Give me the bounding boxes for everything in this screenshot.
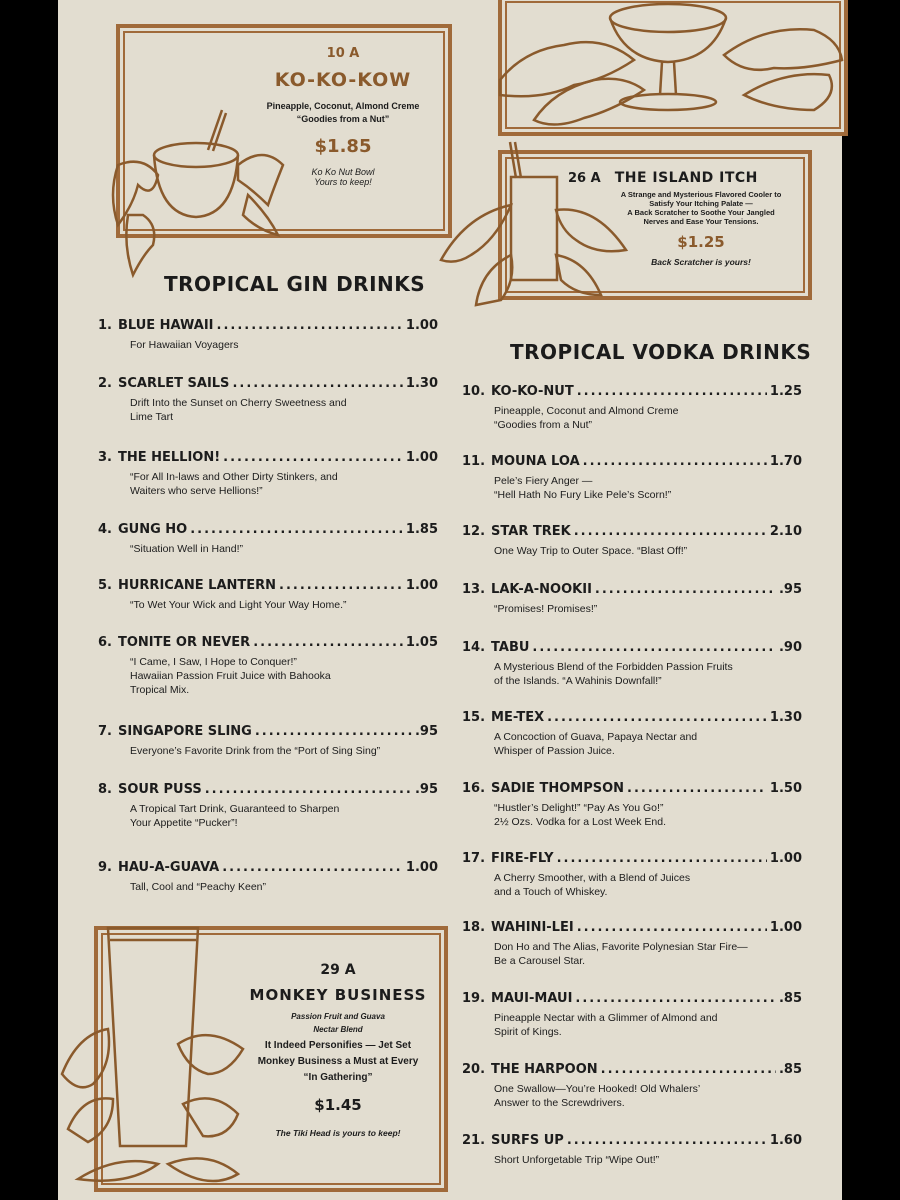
drink-name: SINGAPORE SLING — [117, 724, 252, 739]
drink-description-line: Waiters who serve Hellions!” — [130, 485, 263, 497]
drink-price: 1.00 — [769, 920, 802, 935]
drink-description-line: “Hell Hath No Fury Like Pele’s Scorn!” — [494, 489, 672, 501]
leader-dots — [577, 384, 767, 399]
drink-description — [462, 801, 802, 829]
drink-description — [98, 470, 438, 498]
feature-island-itch — [568, 170, 804, 267]
drink-name: STAR TREK — [491, 524, 571, 539]
drink-name: THE HARPOON — [491, 1062, 598, 1077]
feature-desc-line: It Indeed Personifies — Jet Set — [264, 1040, 412, 1051]
drink-price: 1.00 — [405, 318, 438, 333]
drink-number: 1. — [98, 318, 112, 333]
drink-price: 1.60 — [769, 1133, 802, 1148]
drink-price: .95 — [414, 782, 438, 797]
drink-description-line: “Promises! Promises!” — [494, 603, 598, 615]
drink-description — [462, 660, 802, 688]
drink-name: GUNG HO — [117, 522, 188, 537]
feature-desc-line: Monkey Business a Must at Every — [257, 1056, 419, 1067]
drink-description-line: of the Islands. “A Wahinis Downfall!” — [494, 675, 662, 687]
feature-desc-line: “In Gathering” — [303, 1072, 373, 1083]
leader-dots — [627, 781, 767, 796]
drink-number: 9. — [98, 860, 112, 875]
drink-number: 11. — [462, 454, 486, 469]
drink-number: 15. — [462, 710, 486, 725]
drink-description — [462, 730, 802, 758]
drink-name: LAK-A-NOOKII — [491, 582, 592, 597]
drink-item — [462, 454, 802, 502]
drink-name: MOUNA LOA — [491, 454, 580, 469]
drink-description-line: Your Appetite “Pucker”! — [130, 817, 238, 829]
feature-note-line: Yours to keep! — [314, 177, 372, 187]
drink-number: 3. — [98, 450, 112, 465]
drink-price: 1.00 — [405, 450, 438, 465]
drink-description-line: and a Touch of Whiskey. — [494, 886, 608, 898]
feature-note: Back Scratcher is yours! — [651, 257, 751, 267]
drink-item — [98, 724, 438, 758]
drink-item — [462, 640, 802, 688]
feature-code: 29 A — [320, 962, 356, 978]
drink-item — [98, 376, 438, 424]
drink-price: 1.85 — [405, 522, 438, 537]
drink-description — [98, 655, 438, 697]
leader-dots — [253, 635, 403, 650]
drink-description — [98, 802, 438, 830]
leader-dots — [574, 524, 767, 539]
drink-name: SOUR PUSS — [117, 782, 202, 797]
feature-monkey-business — [238, 962, 438, 1138]
tall-glass-icon — [58, 924, 258, 1196]
drink-name: SCARLET SAILS — [117, 376, 230, 391]
leader-dots — [222, 860, 403, 875]
drink-description-line: Lime Tart — [130, 411, 173, 423]
drink-item — [462, 851, 802, 899]
drink-number: 10. — [462, 384, 486, 399]
drink-name: FIRE-FLY — [491, 851, 554, 866]
drink-description-line: “Goodies from a Nut” — [494, 419, 593, 431]
leader-dots — [583, 454, 767, 469]
drink-price: 1.30 — [405, 376, 438, 391]
drink-price: 1.00 — [405, 578, 438, 593]
drink-price: 1.00 — [405, 860, 438, 875]
drink-item — [98, 860, 438, 894]
drink-item — [462, 781, 802, 829]
drink-item — [98, 318, 438, 352]
drink-name: KO-KO-NUT — [491, 384, 574, 399]
drink-description-line: For Hawaiian Voyagers — [130, 339, 239, 351]
drink-item — [462, 710, 802, 758]
drink-price: 2.10 — [769, 524, 802, 539]
drink-description-line: Spirit of Kings. — [494, 1026, 562, 1038]
drink-description — [462, 1011, 802, 1039]
drink-item — [98, 635, 438, 697]
drink-price: 1.30 — [769, 710, 802, 725]
drink-description — [462, 474, 802, 502]
drink-item — [462, 384, 802, 432]
drink-description-line: Everyone’s Favorite Drink from the “Port of Sing Sing” — [130, 745, 381, 757]
drink-description-line: “Situation Well in Hand!” — [130, 543, 244, 555]
drink-description-line: Whisper of Passion Juice. — [494, 745, 615, 757]
drink-number: 18. — [462, 920, 486, 935]
feature-desc-small-line: Passion Fruit and Guava — [291, 1012, 385, 1021]
drink-name: TABU — [491, 640, 530, 655]
drink-name: THE HELLION! — [117, 450, 221, 465]
drink-item — [98, 450, 438, 498]
drink-number: 12. — [462, 524, 486, 539]
drink-description-line: Pineapple Nectar with a Glimmer of Almond and — [494, 1012, 718, 1024]
leader-dots — [601, 1062, 776, 1077]
drink-price: .90 — [778, 640, 802, 655]
drink-description-line: “Hustler’s Delight!” “Pay As You Go!” — [494, 802, 664, 814]
drink-number: 20. — [462, 1062, 486, 1077]
drink-price: 1.25 — [769, 384, 802, 399]
drink-item — [462, 920, 802, 968]
drink-price: 1.00 — [769, 851, 802, 866]
feature-price: $1.45 — [314, 1096, 362, 1114]
leader-dots — [547, 710, 767, 725]
drink-number: 16. — [462, 781, 486, 796]
leader-dots — [532, 640, 776, 655]
feature-note-line: Ko Ko Nut Bowl — [311, 167, 375, 177]
drink-description — [98, 338, 438, 352]
leader-dots — [577, 920, 767, 935]
drink-name: MAUI-MAUI — [491, 991, 573, 1006]
drink-name: TONITE OR NEVER — [117, 635, 251, 650]
drink-number: 14. — [462, 640, 486, 655]
drink-price: .85 — [778, 991, 802, 1006]
drink-description-line: “For All In-laws and Other Dirty Stinkers, and — [130, 471, 338, 483]
feature-price: $1.25 — [677, 233, 725, 251]
drink-description — [98, 880, 438, 894]
feature-note: The Tiki Head is yours to keep! — [275, 1128, 401, 1138]
drink-item — [462, 991, 802, 1039]
drink-name: WAHINI-LEI — [491, 920, 574, 935]
drink-name: SADIE THOMPSON — [491, 781, 625, 796]
drink-description-line: Tropical Mix. — [130, 684, 190, 696]
drink-number: 8. — [98, 782, 112, 797]
drink-description-line: Don Ho and The Alias, Favorite Polynesian Star Fire— — [494, 941, 748, 953]
leader-dots — [205, 782, 412, 797]
gin-section-heading: TROPICAL GIN DRINKS — [164, 272, 426, 296]
leader-dots — [190, 522, 403, 537]
feature-name: THE ISLAND ITCH — [614, 170, 758, 186]
drink-number: 17. — [462, 851, 486, 866]
drink-number: 19. — [462, 991, 486, 1006]
drink-price: 1.70 — [769, 454, 802, 469]
drink-number: 21. — [462, 1133, 486, 1148]
leader-dots — [557, 851, 767, 866]
tiki-bowl-icon — [494, 0, 844, 140]
drink-item — [462, 524, 802, 558]
leader-dots — [255, 724, 412, 739]
drink-description-line: Pele’s Fiery Anger — — [494, 475, 593, 487]
drink-name: HAU-A-GUAVA — [117, 860, 220, 875]
feature-desc-line: A Strange and Mysterious Flavored Cooler to — [620, 190, 782, 199]
drink-description-line: A Cherry Smoother, with a Blend of Juices — [494, 872, 691, 884]
drink-item — [462, 1062, 802, 1110]
leader-dots — [232, 376, 402, 391]
drink-description-line: One Way Trip to Outer Space. “Blast Off!” — [494, 545, 688, 557]
drink-description — [98, 744, 438, 758]
feature-price: $1.85 — [314, 136, 372, 157]
drink-description — [98, 396, 438, 424]
feature-desc-line: Pineapple, Coconut, Almond Creme — [266, 101, 420, 111]
drink-name: ME-TEX — [491, 710, 545, 725]
drink-number: 2. — [98, 376, 112, 391]
drink-item — [462, 1133, 802, 1167]
drink-description-line: A Mysterious Blend of the Forbidden Passion Fruits — [494, 661, 733, 673]
drink-description — [462, 1153, 802, 1167]
leader-dots — [575, 991, 776, 1006]
drink-description-line: One Swallow—You’re Hooked! Old Whalers’ — [494, 1083, 701, 1095]
drink-description — [98, 598, 438, 612]
feature-desc-line: “Goodies from a Nut” — [296, 114, 390, 124]
drink-item — [98, 522, 438, 556]
drink-description-line: Pineapple, Coconut and Almond Creme — [494, 405, 679, 417]
drink-number: 13. — [462, 582, 486, 597]
drink-price: .95 — [778, 582, 802, 597]
drink-description-line: Be a Carousel Star. — [494, 955, 586, 967]
drink-description-line: Drift Into the Sunset on Cherry Sweetness and — [130, 397, 347, 409]
drink-item — [98, 782, 438, 830]
drink-description-line: Short Unforgetable Trip “Wipe Out!” — [494, 1154, 660, 1166]
leader-dots — [223, 450, 403, 465]
leader-dots — [595, 582, 776, 597]
drink-number: 7. — [98, 724, 112, 739]
leader-dots — [217, 318, 403, 333]
drink-price: 1.50 — [769, 781, 802, 796]
drink-description-line: Answer to the Screwdrivers. — [494, 1097, 625, 1109]
coconut-bowl-icon — [98, 105, 298, 285]
drink-description-line: “I Came, I Saw, I Hope to Conquer!” — [130, 656, 297, 668]
feature-name: MONKEY BUSINESS — [249, 986, 427, 1004]
drink-description — [98, 542, 438, 556]
menu-page — [58, 0, 842, 1200]
drink-description — [462, 404, 802, 432]
drink-number: 4. — [98, 522, 112, 537]
drink-name: SURFS UP — [491, 1133, 564, 1148]
leader-dots — [567, 1133, 767, 1148]
drink-description — [462, 602, 802, 616]
drink-description-line: “To Wet Your Wick and Light Your Way Home.” — [130, 599, 347, 611]
feature-code: 26 A — [568, 171, 601, 186]
feature-desc-small-line: Nectar Blend — [313, 1025, 363, 1034]
drink-description — [462, 544, 802, 558]
drink-description-line: 2½ Ozs. Vodka for a Lost Week End. — [494, 816, 666, 828]
drink-description — [462, 1082, 802, 1110]
drink-description-line: Tall, Cool and “Peachy Keen” — [130, 881, 266, 893]
drink-description — [462, 940, 802, 968]
drink-number: 6. — [98, 635, 112, 650]
feature-code: 10 A — [326, 46, 360, 61]
drink-number: 5. — [98, 578, 112, 593]
drink-description — [462, 871, 802, 899]
feature-desc-line: Nerves and Ease Your Tensions. — [643, 217, 759, 226]
feature-desc-line: Satisfy Your Itching Palate — — [649, 199, 753, 208]
feature-desc-line: A Back Scratcher to Soothe Your Jangled — [627, 208, 775, 217]
drink-name: HURRICANE LANTERN — [117, 578, 277, 593]
vodka-section-heading: TROPICAL VODKA DRINKS — [510, 340, 812, 364]
drink-description-line: Hawaiian Passion Fruit Juice with Bahooka — [130, 670, 331, 682]
drink-price: 1.05 — [405, 635, 438, 650]
drink-price: .95 — [414, 724, 438, 739]
drink-item — [462, 582, 802, 616]
drink-description-line: A Concoction of Guava, Papaya Nectar and — [494, 731, 698, 743]
drink-price: .85 — [778, 1062, 802, 1077]
drink-description-line: A Tropical Tart Drink, Guaranteed to Sharpen — [130, 803, 340, 815]
drink-name: BLUE HAWAII — [117, 318, 214, 333]
feature-name: KO-KO-KOW — [274, 69, 412, 91]
leader-dots — [279, 578, 403, 593]
drink-item — [98, 578, 438, 612]
